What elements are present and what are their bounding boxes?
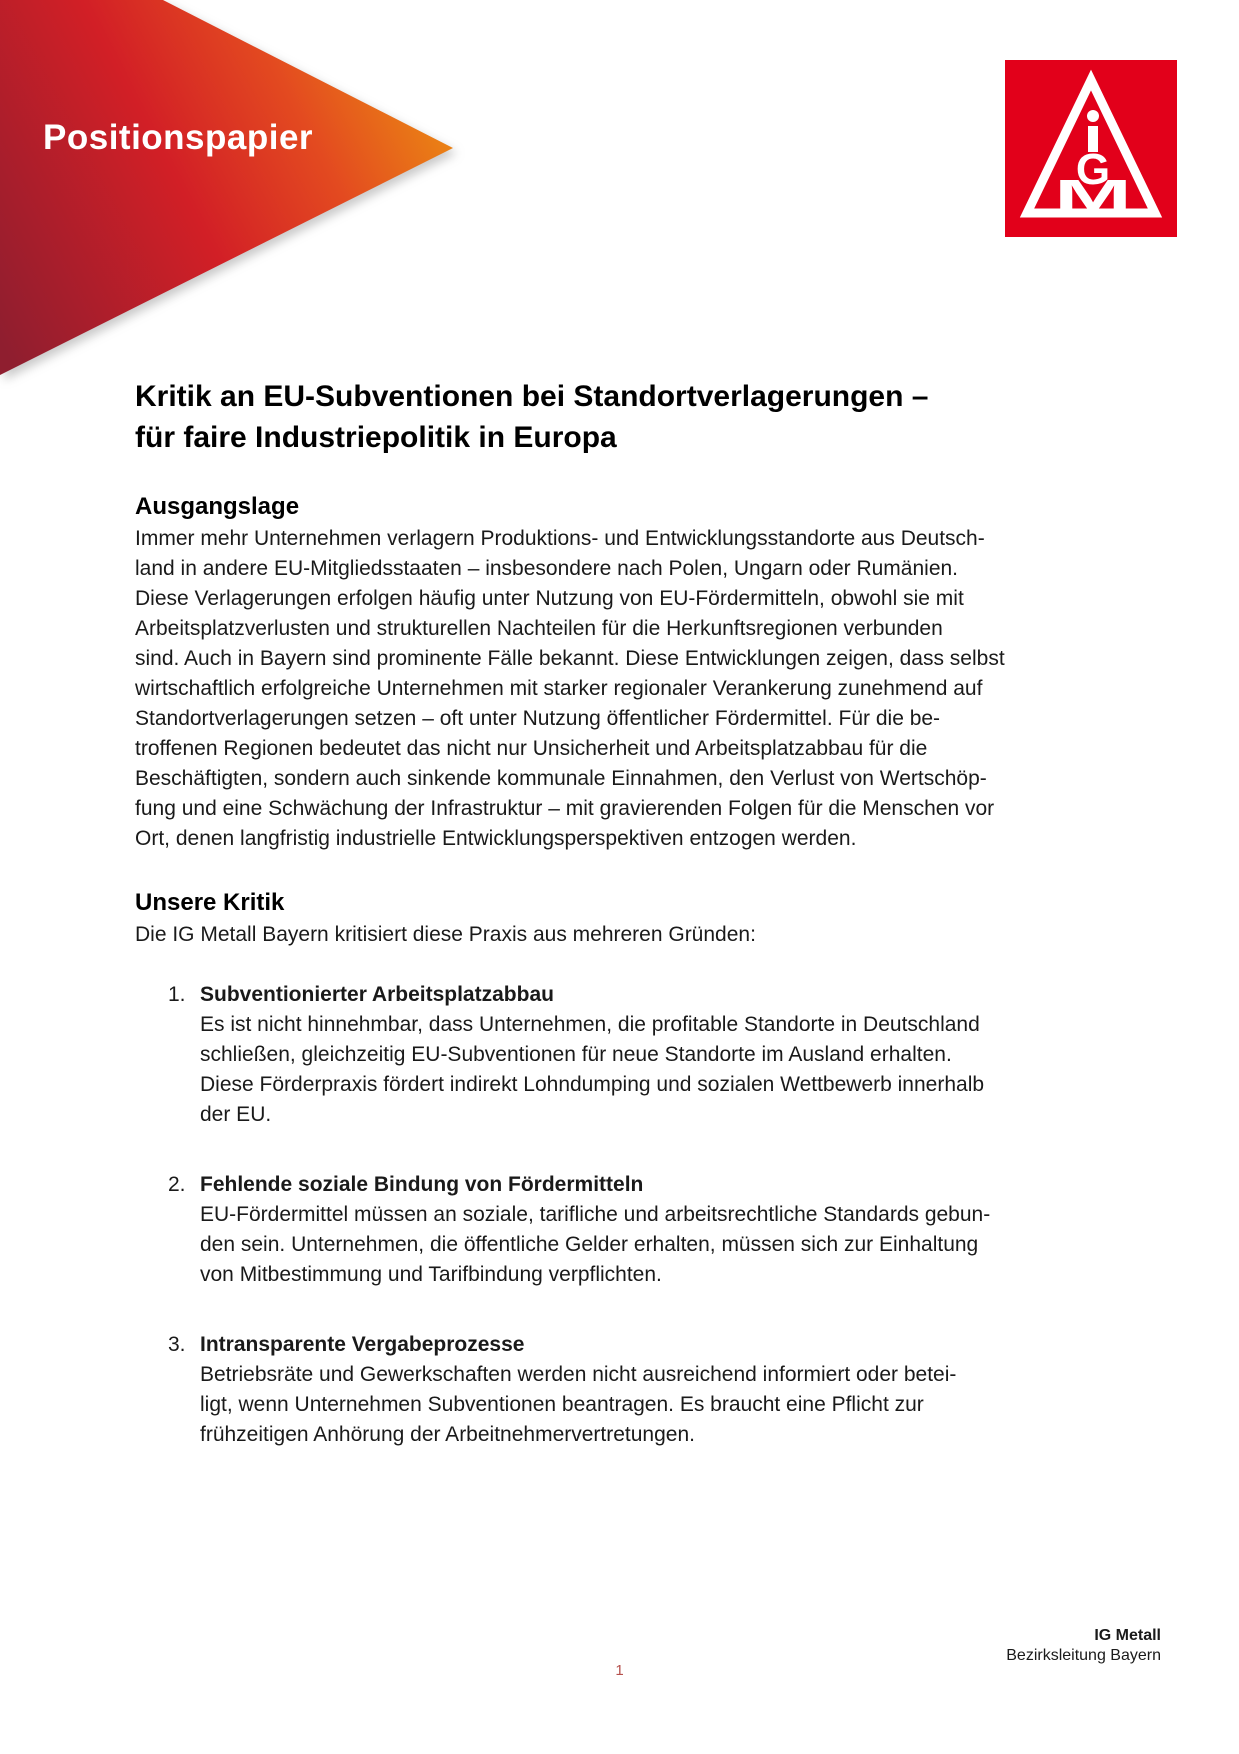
page-title-line: Kritik an EU-Subventionen bei Standortverlagerungen – <box>135 380 929 413</box>
section-heading-ausgangslage: Ausgangslage <box>135 493 300 520</box>
logo-letter-m: M <box>1054 171 1132 220</box>
text-line: der EU. <box>200 1103 272 1126</box>
text-line: Betriebsräte und Gewerkschaften werden nicht ausreichend informiert oder betei- <box>200 1363 957 1386</box>
text-line: Immer mehr Unternehmen verlagern Produktions- und Entwicklungsstandorte aus Deutsch- <box>135 527 985 550</box>
page-number: 1 <box>615 1662 624 1679</box>
page-title-line: für faire Industriepolitik in Europa <box>135 421 617 454</box>
list-item <box>168 1170 1090 1290</box>
text-line: Beschäftigten, sondern auch sinkende kommunale Einnahmen, den Verlust von Wertschöp- <box>135 767 987 790</box>
list-item <box>168 1330 1090 1450</box>
ausgangslage-paragraph <box>135 524 1090 854</box>
content-column <box>135 0 1090 1450</box>
text-line: von Mitbestimmung und Tarifbindung verpflichten. <box>200 1263 662 1286</box>
text-line: Diese Förderpraxis fördert indirekt Lohndumping und sozialen Wettbewerb innerhalb <box>200 1073 985 1096</box>
text-line: den sein. Unternehmen, die öffentliche Gelder erhalten, müssen sich zur Einhaltung <box>200 1233 979 1256</box>
footer-org: IG Metall <box>1094 1627 1161 1644</box>
text-line: Die IG Metall Bayern kritisiert diese Praxis aus mehreren Gründen: <box>135 923 756 946</box>
kritik-list <box>135 980 1090 1450</box>
text-line: troffenen Regionen bedeutet das nicht nur Unsicherheit und Arbeitsplatzabbau für die <box>135 737 928 760</box>
section-heading-unsere-kritik: Unsere Kritik <box>135 889 285 916</box>
list-item-text <box>200 1170 990 1290</box>
list-item-heading: Intransparente Vergabeprozesse <box>200 1333 525 1356</box>
text-line: Diese Verlagerungen erfolgen häufig unter Nutzung von EU-Fördermitteln, obwohl sie mit <box>135 587 964 610</box>
list-item-number: 2. <box>168 1173 186 1196</box>
kritik-intro <box>135 920 1090 950</box>
list-item-text <box>200 1330 956 1450</box>
footer-dept: Bezirksleitung Bayern <box>1006 1647 1161 1664</box>
text-line: fung und eine Schwächung der Infrastruktur – mit gravierenden Folgen für die Menschen vor <box>135 797 995 820</box>
list-item-heading: Subventionierter Arbeitsplatzabbau <box>200 983 554 1006</box>
text-line: land in andere EU-Mitgliedsstaaten – insbesondere nach Polen, Ungarn oder Rumänien. <box>135 557 959 580</box>
list-item-heading: Fehlende soziale Bindung von Fördermitteln <box>200 1173 644 1196</box>
list-item-text <box>200 980 984 1130</box>
list-item-number: 3. <box>168 1333 186 1356</box>
text-line: sind. Auch in Bayern sind prominente Fälle bekannt. Diese Entwicklungen zeigen, dass selbst <box>135 647 1005 670</box>
text-line: schließen, gleichzeitig EU-Subventionen für neue Standorte im Ausland erhalten. <box>200 1043 952 1066</box>
logo-letter-g: G <box>1075 145 1111 194</box>
text-line: frühzeitigen Anhörung der Arbeitnehmervertretungen. <box>200 1423 695 1446</box>
text-line: wirtschaftlich erfolgreiche Unternehmen mit starker regionaler Verankerung zunehmend auf <box>135 677 983 700</box>
banner-title: Positionspapier <box>43 118 314 157</box>
text-line: EU-Fördermittel müssen an soziale, tarifliche und arbeitsrechtliche Standards gebun- <box>200 1203 991 1226</box>
text-line: Standortverlagerungen setzen – oft unter Nutzung öffentlicher Fördermittel. Für die be- <box>135 707 941 730</box>
text-line: Ort, denen langfristig industrielle Entwicklungsperspektiven entzogen werden. <box>135 827 857 850</box>
list-item-number: 1. <box>168 983 186 1006</box>
list-item <box>168 980 1090 1130</box>
page-title <box>135 0 1090 458</box>
text-line: ligt, wenn Unternehmen Subventionen beantragen. Es braucht eine Pflicht zur <box>200 1393 924 1416</box>
text-line: Arbeitsplatzverlusten und strukturellen Nachteilen für die Herkunftsregionen verbunden <box>135 617 943 640</box>
text-line: Es ist nicht hinnehmbar, dass Unternehmen, die profitable Standorte in Deutschland <box>200 1013 980 1036</box>
footer <box>1006 1626 1161 1666</box>
